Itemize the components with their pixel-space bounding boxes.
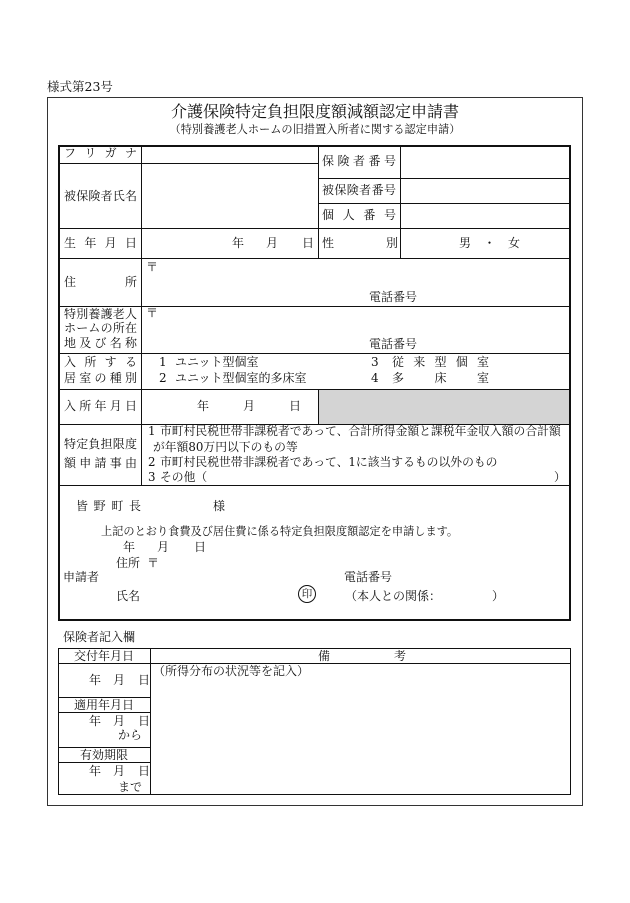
issue-year-unit: 年 — [89, 673, 102, 687]
apply-from-label: から — [118, 728, 143, 742]
personal-number-field — [401, 204, 570, 228]
room-type-option-3-label: 従 来 型 個 室 — [392, 355, 489, 369]
reason-2-text: 市町村民税世帯非課税者であって、1に該当するもの以外のもの — [160, 455, 498, 469]
admission-day-unit: 日 — [289, 399, 302, 413]
room-type-option-1-number: 1 — [159, 355, 167, 369]
birthdate-label: 生 年 月 日 — [64, 236, 137, 250]
issue-date-label: 交付年月日 — [73, 649, 134, 663]
facility-label-line-3: 地 及 び 名 称 — [64, 336, 137, 350]
applicant-postal-mark: 〒 — [147, 556, 160, 570]
facility-field — [142, 307, 570, 353]
insured-number-field — [401, 179, 570, 203]
expiry-until-label: まで — [118, 780, 143, 794]
seal-mark: 印 — [298, 585, 316, 603]
address-postal-mark: 〒 — [146, 260, 159, 274]
issue-month-unit: 月 — [113, 673, 126, 687]
facility-label-line-1: 特 別 養 護 老 人 — [64, 307, 137, 321]
form-subtitle: （特別養護老人ホームの旧措置入所者に関する認定申請） — [169, 123, 461, 136]
apply-day-unit: 日 — [138, 714, 151, 728]
insured-number-label: 被 保 険 者 番 号 — [322, 183, 396, 197]
form-number: 様式第23号 — [47, 79, 113, 94]
room-type-label-line-2: 居 室 の 種 別 — [64, 371, 137, 385]
reason-2-number: 2 — [148, 455, 156, 469]
address-field — [142, 259, 570, 306]
room-type-label-line-1: 入 所 す る — [64, 355, 137, 369]
expiry-month-unit: 月 — [113, 764, 126, 778]
insured-name-field — [142, 164, 318, 228]
reason-3-text: その他（ — [160, 470, 208, 484]
birth-year-unit: 年 — [232, 236, 245, 250]
sex-options: 男 ・ 女 — [459, 236, 520, 250]
addressee: 皆 野 町 長 — [76, 499, 141, 513]
apply-year-unit: 年 — [89, 714, 102, 728]
application-year-unit: 年 — [123, 540, 136, 554]
insured-name-label: 被 保 険 者 氏 名 — [64, 189, 137, 203]
reasons-label-line-1: 特 定 負 担 限 度 — [64, 437, 137, 451]
expiry-year-unit: 年 — [89, 764, 102, 778]
relationship-open: （本人との関係： — [345, 589, 442, 603]
room-type-option-2-label: ユニット型個室的多床室 — [175, 371, 307, 385]
facility-label-line-2: ホ ー ム の 所 在 — [64, 321, 137, 335]
relationship-close: ） — [492, 589, 505, 603]
reason-3-close-paren: ） — [554, 470, 566, 484]
declaration-statement: 上記のとおり食費及び居住費に係る特定負担限度額認定を申請します。 — [101, 525, 459, 538]
sex-label: 性 別 — [322, 236, 398, 250]
birth-day-unit: 日 — [302, 236, 315, 250]
room-type-option-4-label: 多 床 室 — [392, 371, 489, 385]
applicant-phone-label: 電話番号 — [344, 570, 393, 584]
address-phone-label: 電話番号 — [369, 290, 418, 304]
reason-1-text-continued: が年額80万円以下のもの等 — [153, 440, 298, 454]
applicant-label: 申請者 — [63, 570, 100, 584]
expiry-day-unit: 日 — [138, 764, 151, 778]
insurer-number-field — [401, 146, 570, 178]
insurer-section-heading: 保険者記入欄 — [63, 630, 136, 644]
address-label: 住 所 — [64, 275, 137, 289]
form-title: 介護保険特定負担限度額減額認定申請書 — [170, 102, 459, 121]
admission-date-label: 入 所 年 月 日 — [64, 399, 137, 413]
remarks-label: 備 考 — [318, 649, 406, 663]
reason-1-text: 市町村民税世帯非課税者であって、合計所得金額と課税年金収入額の合計額 — [160, 425, 561, 438]
furigana-label: フ リ ガ ナ — [64, 146, 137, 160]
admission-gray-cell — [319, 390, 569, 424]
application-month-unit: 月 — [157, 540, 170, 554]
furigana-field — [142, 146, 318, 163]
reason-3-number: 3 — [148, 470, 156, 484]
room-type-option-4-number: 4 — [371, 371, 379, 385]
room-type-option-1-label: ユニット型個室 — [175, 355, 259, 369]
apply-month-unit: 月 — [113, 714, 126, 728]
insurer-number-label: 保 険 者 番 号 — [322, 154, 396, 168]
room-type-option-2-number: 2 — [159, 371, 167, 385]
reason-1-number: 1 — [148, 425, 156, 438]
birth-month-unit: 月 — [266, 236, 279, 250]
remarks-hint: （所得分布の状況等を記入） — [153, 664, 310, 678]
issue-day-unit: 日 — [138, 673, 151, 687]
application-day-unit: 日 — [194, 540, 207, 554]
reasons-cell — [142, 425, 569, 484]
admission-year-unit: 年 — [197, 399, 210, 413]
personal-number-label: 個 人 番 号 — [322, 208, 396, 222]
applicant-address-label: 住所 — [116, 556, 141, 570]
remarks-field — [151, 664, 570, 794]
room-type-option-3-number: 3 — [371, 355, 379, 369]
apply-date-label: 適用年月日 — [73, 698, 134, 712]
expiry-label: 有効期限 — [79, 748, 128, 762]
addressee-honorific: 様 — [213, 499, 226, 513]
facility-phone-label: 電話番号 — [369, 337, 418, 351]
admission-month-unit: 月 — [243, 399, 256, 413]
reasons-label-line-2: 額 申 請 事 由 — [64, 456, 137, 470]
facility-postal-mark: 〒 — [146, 306, 159, 320]
applicant-name-label: 氏名 — [116, 589, 141, 603]
